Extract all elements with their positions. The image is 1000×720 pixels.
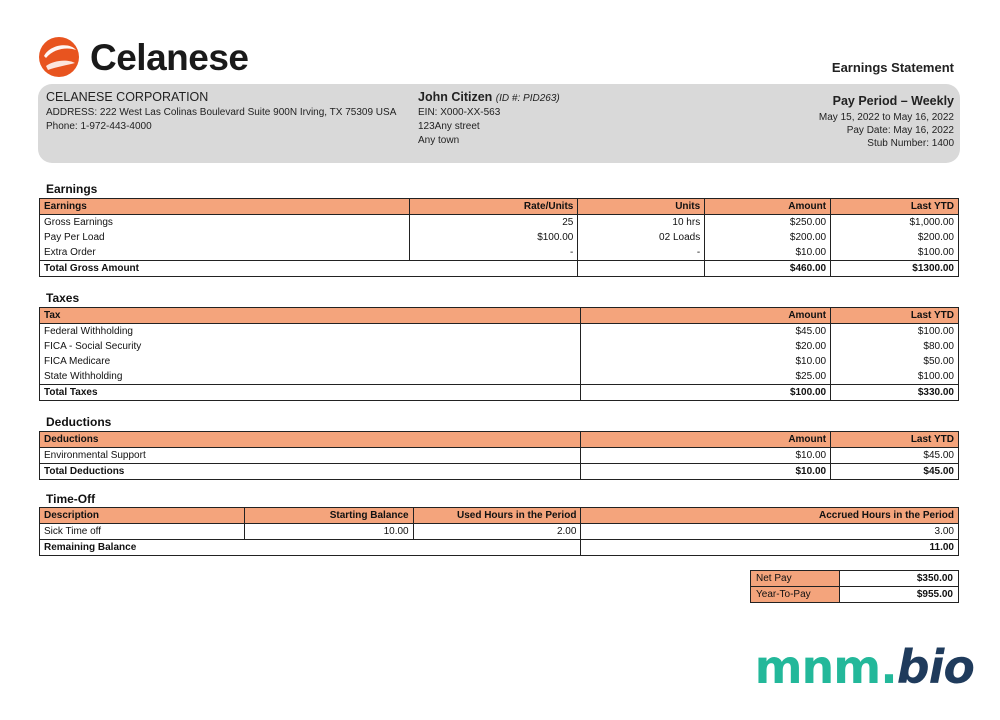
table-row [40,324,959,340]
cell: 3.00 [581,524,959,540]
cell: $45.00 [581,324,831,340]
total-ytd: $1300.00 [831,261,959,277]
timeoff-header-row [40,508,959,524]
net-pay-row [751,571,959,587]
taxes-total-row [40,385,959,401]
taxes-table [39,307,959,401]
stub-number: Stub Number: 1400 [867,138,954,149]
employee-block [418,90,560,104]
table-row [40,524,959,540]
table-row [40,369,959,385]
cell: 10 hrs [578,215,705,231]
employee-street: 123Any street [418,121,480,132]
cell: Pay Per Load [40,230,410,245]
total-label: Total Deductions [40,464,581,480]
watermark-logo [755,640,974,694]
pay-period-title: Pay Period – Weekly [832,94,954,108]
earnings-total-row [40,261,959,277]
table-row [40,354,959,369]
col-header: Starting Balance [244,508,413,524]
cell: Environmental Support [40,448,581,464]
year-to-pay-row [751,587,959,603]
cell [578,261,705,277]
cell: $10.00 [581,354,831,369]
timeoff-table [39,507,959,556]
cell: $20.00 [581,339,831,354]
timeoff-total-row [40,540,959,556]
cell: 25 [409,215,578,231]
celanese-logo-icon [38,36,80,78]
company-name: CELANESE CORPORATION [46,90,209,104]
total-ytd: $45.00 [831,464,959,480]
total-label: Remaining Balance [40,540,581,556]
pay-period-range: May 15, 2022 to May 16, 2022 [818,112,954,123]
table-row [40,215,959,231]
earnings-header-row [40,199,959,215]
year-to-pay-label: Year-To-Pay [751,587,840,603]
watermark-part2: bio [896,640,974,694]
employee-name: John Citizen [418,90,493,104]
table-row [40,339,959,354]
cell: - [409,245,578,261]
col-header: Amount [705,199,831,215]
col-header: Used Hours in the Period [413,508,581,524]
deductions-section-title: Deductions [46,415,112,429]
table-row [40,230,959,245]
year-to-pay-value: $955.00 [840,587,959,603]
company-phone: Phone: 1-972-443-4000 [46,121,152,132]
col-header: Accrued Hours in the Period [581,508,959,524]
col-header: Amount [581,432,831,448]
cell: $25.00 [581,369,831,385]
cell: $45.00 [831,448,959,464]
cell: 10.00 [244,524,413,540]
cell: $10.00 [705,245,831,261]
total-amount: $10.00 [581,464,831,480]
deductions-header-row [40,432,959,448]
cell: $250.00 [705,215,831,231]
taxes-section-title: Taxes [46,291,80,305]
employee-id: (ID #: PID263) [495,93,560,104]
cell: $100.00 [409,230,578,245]
col-header: Last YTD [831,199,959,215]
total-amount: $460.00 [705,261,831,277]
col-header: Rate/Units [409,199,578,215]
cell: Gross Earnings [40,215,410,231]
employee-ein: EIN: X000-XX-563 [418,107,501,118]
table-row [40,245,959,261]
watermark-part1: mnm. [754,640,897,694]
timeoff-section-title: Time-Off [46,492,96,506]
total-ytd: $330.00 [831,385,959,401]
net-pay-value: $350.00 [840,571,959,587]
earnings-section-title: Earnings [46,182,98,196]
cell: $100.00 [831,369,959,385]
cell: $100.00 [831,324,959,340]
company-address: ADDRESS: 222 West Las Colinas Boulevard Suite 900N Irving, TX 75309 USA [46,107,397,118]
cell: Sick Time off [40,524,245,540]
deductions-table [39,431,959,480]
col-header: Deductions [40,432,581,448]
cell: FICA - Social Security [40,339,581,354]
col-header: Last YTD [831,308,959,324]
cell: $100.00 [831,245,959,261]
earnings-table [39,198,959,277]
col-header: Units [578,199,705,215]
col-header: Tax [40,308,581,324]
statement-title: Earnings Statement [831,60,954,75]
cell: $1,000.00 [831,215,959,231]
net-pay-label: Net Pay [751,571,840,587]
col-header: Last YTD [831,432,959,448]
net-pay-table [750,570,959,603]
remaining-balance: 11.00 [581,540,959,556]
cell: $200.00 [705,230,831,245]
total-label: Total Taxes [40,385,581,401]
employee-town: Any town [418,135,460,146]
col-header: Earnings [40,199,410,215]
cell: State Withholding [40,369,581,385]
table-row [40,448,959,464]
brand-name: Celanese [90,37,249,78]
cell: Federal Withholding [40,324,581,340]
col-header: Description [40,508,245,524]
pay-date: Pay Date: May 16, 2022 [846,125,954,136]
total-amount: $100.00 [581,385,831,401]
cell: - [578,245,705,261]
deductions-total-row [40,464,959,480]
cell: FICA Medicare [40,354,581,369]
cell: Extra Order [40,245,410,261]
header-panel [38,84,960,163]
col-header: Amount [581,308,831,324]
cell: 2.00 [413,524,581,540]
cell: $10.00 [581,448,831,464]
cell: 02 Loads [578,230,705,245]
cell: $80.00 [831,339,959,354]
total-label: Total Gross Amount [40,261,578,277]
cell: $200.00 [831,230,959,245]
taxes-header-row [40,308,959,324]
cell: $50.00 [831,354,959,369]
